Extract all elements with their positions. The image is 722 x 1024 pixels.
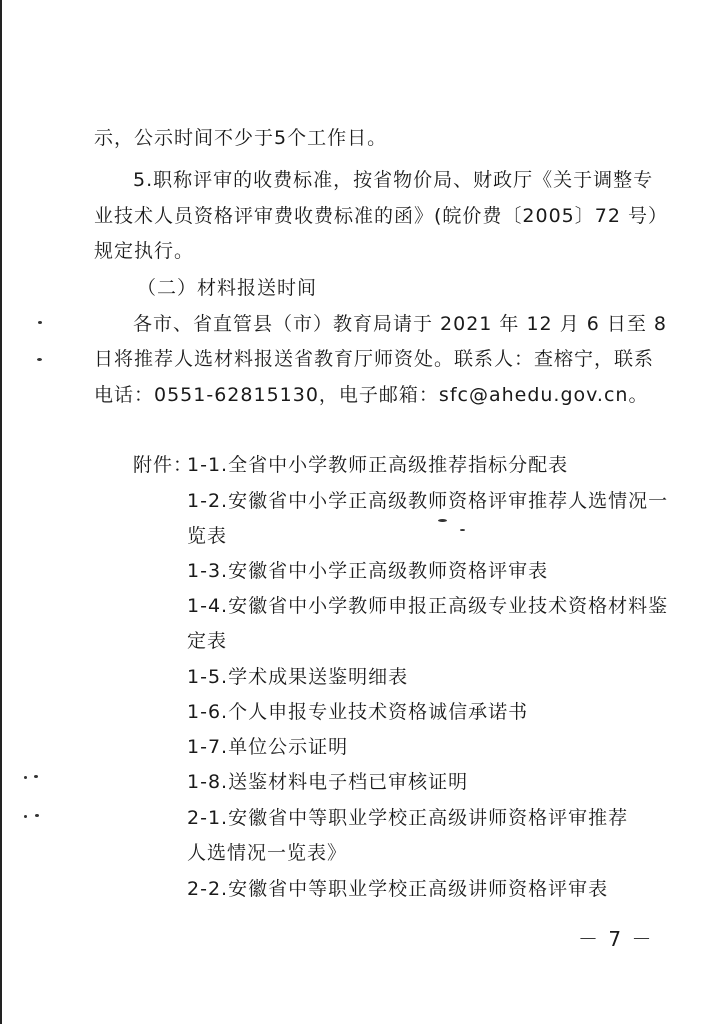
scan-speck (24, 815, 27, 818)
scan-speck (460, 529, 465, 531)
scan-speck (37, 358, 42, 361)
attachment-line-7: 1-5.学术成果送鉴明细表 (187, 666, 409, 688)
attachment-line-6: 定表 (187, 630, 228, 652)
body-line-2: 5.职称评审的收费标准，按省物价局、财政厅《关于调整专 (133, 169, 654, 191)
scan-speck (38, 321, 42, 324)
body-line-7: 日将推荐人选材料报送省教育厅师资处。联系人：查榕宁，联系 (94, 348, 655, 370)
attachment-line-11: 2-1.安徽省中等职业学校正高级讲师资格评审推荐 (187, 807, 629, 829)
attachment-line-1: 1-1.全省中小学教师正高级推荐指标分配表 (187, 454, 569, 476)
body-line-1: 示，公示时间不少于5个工作日。 (94, 127, 388, 149)
scan-edge (0, 0, 2, 1024)
scan-speck (24, 776, 27, 779)
scan-speck (34, 775, 38, 778)
attachment-line-4: 1-3.安徽省中小学正高级教师资格评审表 (187, 560, 549, 582)
attachment-line-9: 1-7.单位公示证明 (187, 736, 349, 758)
attachment-line-10: 1-8.送鉴材料电子档已审核证明 (187, 771, 469, 793)
body-line-4: 规定执行。 (94, 240, 195, 262)
attachment-line-8: 1-6.个人申报专业技术资格诚信承诺书 (187, 701, 529, 723)
attachment-line-13: 2-2.安徽省中等职业学校正高级讲师资格评审表 (187, 878, 609, 900)
attachment-line-3: 览表 (187, 525, 228, 547)
scan-speck (35, 814, 39, 817)
attachment-line-2: 1-2.安徽省中小学正高级教师资格评审推荐人选情况一 (187, 490, 669, 512)
page-number: － 7 － (578, 927, 654, 951)
attachments-heading: 附件： (133, 454, 194, 476)
body-line-8: 电话：0551-62815130，电子邮箱：sfc@ahedu.gov.cn。 (94, 384, 649, 406)
body-line-3: 业技术人员资格评审费收费标准的函》(皖价费〔2005〕72 号） (94, 205, 668, 227)
body-line-6: 各市、省直管县（市）教育局请于 2021 年 12 月 6 日至 8 (133, 313, 667, 335)
section-heading: （二）材料报送时间 (137, 277, 318, 299)
attachment-line-12: 人选情况一览表》 (187, 842, 348, 864)
attachment-line-5: 1-4.安徽省中小学教师申报正高级专业技术资格材料鉴 (187, 595, 669, 617)
scan-speck (438, 519, 447, 522)
